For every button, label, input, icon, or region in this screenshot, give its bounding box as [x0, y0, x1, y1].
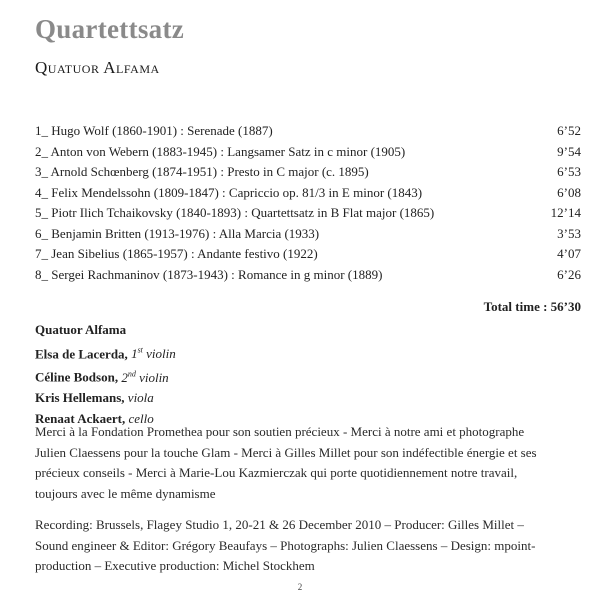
- text-line: précieux conseils - Merci à Marie-Lou Kazmierczak qui porte quotidiennement notre travail,: [35, 465, 518, 480]
- musician-row: [35, 364, 176, 388]
- track-row: [35, 244, 581, 265]
- track-row: [35, 121, 581, 142]
- musician-name: Kris Hellemans,: [35, 390, 125, 406]
- recording-credits: [35, 515, 595, 577]
- musician-row: [35, 341, 176, 365]
- musician-name: Céline Bodson,: [35, 369, 119, 385]
- track-title: 2_ Anton von Webern (1883-1945) : Langsamer Satz in c minor (1905): [35, 143, 406, 159]
- musician-name: Elsa de Lacerda,: [35, 345, 128, 361]
- acknowledgements: [35, 422, 595, 504]
- musician-role: cello: [128, 410, 154, 426]
- track-title: 3_ Arnold Schœnberg (1874-1951) : Presto in C major (c. 1895): [35, 164, 369, 179]
- text-line: Julien Claessens pour la touche Glam - Merci à Gilles Millet pour son indéfectible énergie et ses: [35, 444, 537, 460]
- ensemble-name: Quatuor Alfama: [35, 322, 127, 337]
- track-duration: 6’52: [557, 123, 581, 138]
- tracklist: [35, 121, 581, 285]
- musician-role: 2nd violin: [121, 369, 169, 385]
- text-line: toujours avec le même dynamisme: [35, 485, 216, 501]
- track-duration: 9’54: [557, 143, 581, 159]
- track-title: 5_ Piotr Ilich Tchaikovsky (1840-1893) : Quartettsatz in B Flat major (1865): [35, 205, 435, 220]
- musician-name: Renaat Ackaert,: [35, 410, 126, 426]
- text-line: Merci à la Fondation Promethea pour son soutien précieux - Merci à notre ami et photographe: [35, 424, 525, 439]
- track-duration: 6’53: [557, 164, 581, 179]
- track-row: [35, 142, 581, 163]
- track-title: 7_ Jean Sibelius (1865-1957) : Andante festivo (1922): [35, 246, 318, 261]
- musician-role: 1st violin: [131, 345, 176, 361]
- track-duration: 6’26: [557, 266, 581, 282]
- musician-role: viola: [127, 390, 154, 406]
- track-row: [35, 183, 581, 204]
- text-line: production – Executive production: Michel Stockhem: [35, 558, 315, 573]
- track-duration: 3’53: [557, 225, 581, 241]
- track-row: [35, 224, 581, 245]
- track-title: 4_ Felix Mendelssohn (1809-1847) : Capriccio op. 81/3 in E minor (1843): [35, 184, 423, 200]
- track-duration: 12’14: [550, 205, 581, 220]
- track-title: 1_ Hugo Wolf (1860-1901) : Serenade (1887): [35, 123, 273, 138]
- track-duration: 4’07: [557, 246, 581, 261]
- track-row: [35, 162, 581, 183]
- track-title: 8_ Sergei Rachmaninov (1873-1943) : Romance in g minor (1889): [35, 266, 383, 282]
- musician-row: [35, 388, 176, 409]
- ensemble-subtitle: Quatuor Alfama: [35, 58, 160, 77]
- track-title: 6_ Benjamin Britten (1913-1976) : Alla Marcia (1933): [35, 225, 320, 241]
- musicians-list: [35, 320, 176, 429]
- text-line: Sound engineer & Editor: Grégory Beaufays – Photographs: Julien Claessens – Design: mpoint-: [35, 537, 536, 553]
- page-number: 2: [297, 582, 303, 592]
- track-row: [35, 265, 581, 286]
- track-row: [35, 203, 581, 224]
- text-line: Recording: Brussels, Flagey Studio 1, 20-21 & 26 December 2010 – Producer: Gilles Millet –: [35, 517, 524, 532]
- total-time: Total time : 56’30: [483, 299, 581, 314]
- album-title: Quartettsatz: [35, 14, 185, 44]
- track-duration: 6’08: [557, 184, 581, 200]
